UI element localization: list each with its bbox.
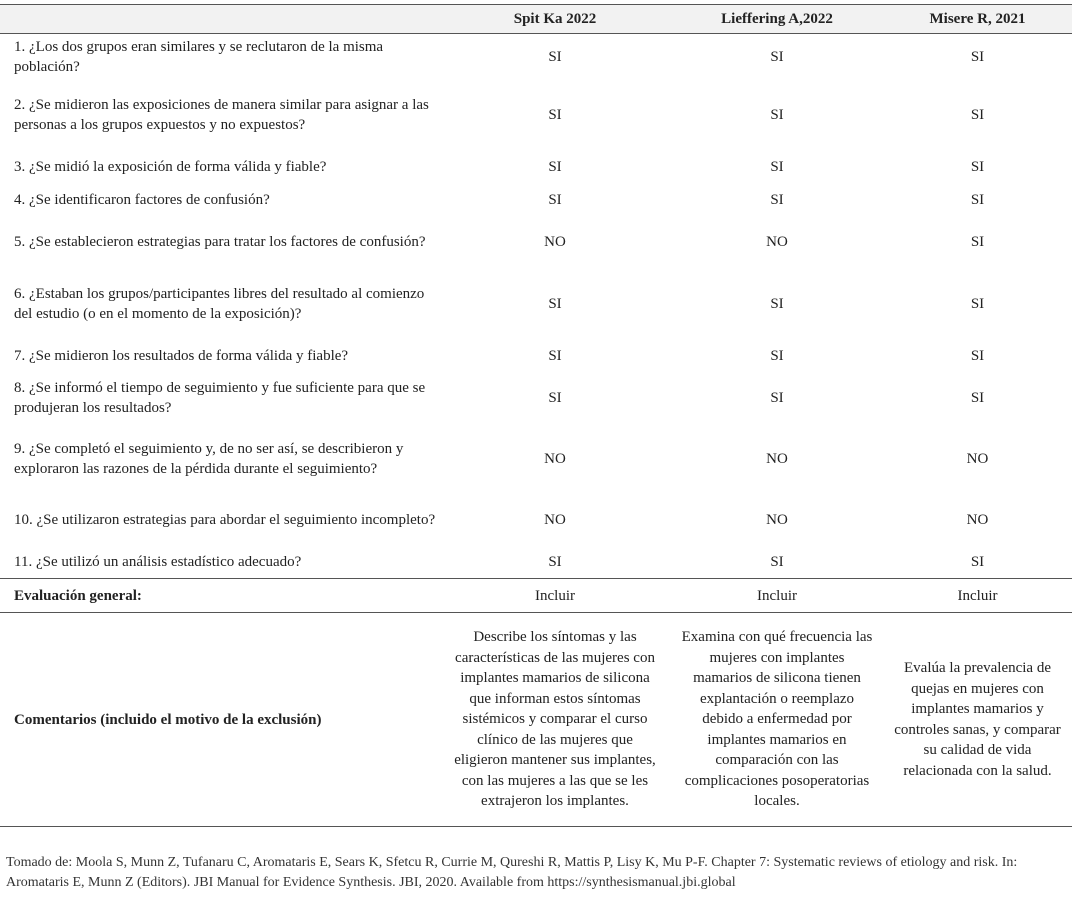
answer-cell: SI xyxy=(548,192,562,208)
answer-cell: SI xyxy=(548,348,562,364)
question-row xyxy=(0,546,1072,579)
comment-cell: Examina con qué frecuencia las mujeres con implantes mamarios de silicona tienen explantación o reemplazo debido a enfermedad por implantes mamarios en comparación con las complicaciones posoperatorias locales. xyxy=(671,613,883,827)
answer-cell: SI xyxy=(970,389,985,406)
answer-cell: SI xyxy=(770,158,784,175)
answer-cell: NO xyxy=(766,451,788,467)
comments-label: Comentarios (incluido el motivo de la exclusión) xyxy=(0,613,439,827)
answer-cell: SI xyxy=(970,158,985,175)
answer-cell: NO xyxy=(766,234,788,250)
answer-cell: NO xyxy=(544,234,566,250)
answer-cell: SI xyxy=(770,106,784,123)
evaluation-value: Incluir xyxy=(883,579,1072,613)
answer-cell: SI xyxy=(770,553,784,570)
question-text: 8. ¿Se informó el tiempo de seguimiento y fue suficiente para que se produjeran los resultados? xyxy=(14,379,426,416)
question-row xyxy=(0,268,1072,341)
answer-cell: SI xyxy=(970,48,985,65)
answer-cell: SI xyxy=(770,192,784,208)
question-text: 11. ¿Se utilizó un análisis estadístico adecuado? xyxy=(14,553,302,570)
answer-cell: SI xyxy=(770,296,784,312)
question-text: 2. ¿Se midieron las exposiciones de manera similar para asignar a las personas a los grupos expuestos y no expuestos? xyxy=(14,96,429,133)
question-row xyxy=(0,80,1072,150)
evaluation-value: Incluir xyxy=(671,579,883,613)
header-row xyxy=(0,5,1072,34)
header-blank-cell xyxy=(0,5,439,34)
question-row xyxy=(0,495,1072,546)
answer-cell: SI xyxy=(970,106,985,123)
comments-row xyxy=(0,613,1072,827)
answer-cell: NO xyxy=(966,512,989,528)
source-citation: Tomado de: Moola S, Munn Z, Tufanaru C, Aromataris E, Sears K, Sfetcu R, Currie M, Qureshi R, Mattis P, Lisy K, Mu P-F. Chapter 7: Systematic reviews of etiology and risk. In: Aromataris E, Munn Z (Editors). JBI Manual for Evidence Synthesis. JBI, 2020. Available from https://synthesismanual.jbi.global xyxy=(6,855,1018,890)
answer-cell: NO xyxy=(766,512,788,528)
question-row xyxy=(0,150,1072,184)
answer-cell: SI xyxy=(970,192,985,208)
answer-cell: NO xyxy=(544,512,566,528)
study-header: Spit Ka 2022 xyxy=(439,5,671,34)
answer-cell: SI xyxy=(548,158,562,175)
answer-cell: SI xyxy=(770,348,784,364)
question-row xyxy=(0,184,1072,217)
evaluation-row xyxy=(0,579,1072,613)
question-text: 4. ¿Se identificaron factores de confusión? xyxy=(14,192,270,208)
question-row xyxy=(0,372,1072,424)
evaluation-label: Evaluación general: xyxy=(0,579,439,613)
comment-cell: Evalúa la prevalencia de quejas en mujeres con implantes mamarios y controles sanas, y comparar su calidad de vida relacionada con la salud. xyxy=(883,613,1072,827)
study-header: Lieffering A,2022 xyxy=(671,5,883,34)
comment-cell: Describe los síntomas y las características de las mujeres con implantes mamarios de silicona que informan estos síntomas sistémicos y comparar el curso clínico de las mujeres que eligieron mantener sus implantes, con las mujeres a las que se les extrajeron los implantes. xyxy=(439,613,671,827)
answer-cell: SI xyxy=(548,48,562,65)
answer-cell: SI xyxy=(970,553,985,570)
answer-cell: SI xyxy=(548,553,562,570)
appraisal-table xyxy=(0,4,1072,827)
answer-cell: SI xyxy=(770,48,784,65)
question-row xyxy=(0,424,1072,495)
answer-cell: NO xyxy=(544,451,566,467)
answer-cell: SI xyxy=(770,389,784,406)
answer-cell: SI xyxy=(970,348,985,364)
question-row xyxy=(0,217,1072,268)
question-text: 5. ¿Se establecieron estrategias para tratar los factores de confusión? xyxy=(14,234,426,250)
answer-cell: SI xyxy=(548,106,562,123)
question-text: 3. ¿Se midió la exposición de forma válida y fiable? xyxy=(14,158,327,175)
answer-cell: SI xyxy=(548,296,562,312)
question-text: 9. ¿Se completó el seguimiento y, de no ser así, se describieron y exploraron las razones de la pérdida durante el seguimiento? xyxy=(14,441,404,477)
question-row xyxy=(0,34,1072,80)
answer-cell: NO xyxy=(966,451,989,467)
study-header: Misere R, 2021 xyxy=(883,5,1072,34)
question-text: 6. ¿Estaban los grupos/participantes libres del resultado al comienzo del estudio (o en el momento de la exposición)? xyxy=(14,286,425,322)
answer-cell: SI xyxy=(970,234,985,250)
evaluation-value: Incluir xyxy=(439,579,671,613)
answer-cell: SI xyxy=(548,389,562,406)
question-row xyxy=(0,341,1072,372)
question-text: 7. ¿Se midieron los resultados de forma válida y fiable? xyxy=(14,348,349,364)
question-text: 10. ¿Se utilizaron estrategias para abordar el seguimiento incompleto? xyxy=(14,512,436,528)
question-text: 1. ¿Los dos grupos eran similares y se reclutaron de la misma población? xyxy=(14,38,384,75)
answer-cell: SI xyxy=(970,296,985,312)
